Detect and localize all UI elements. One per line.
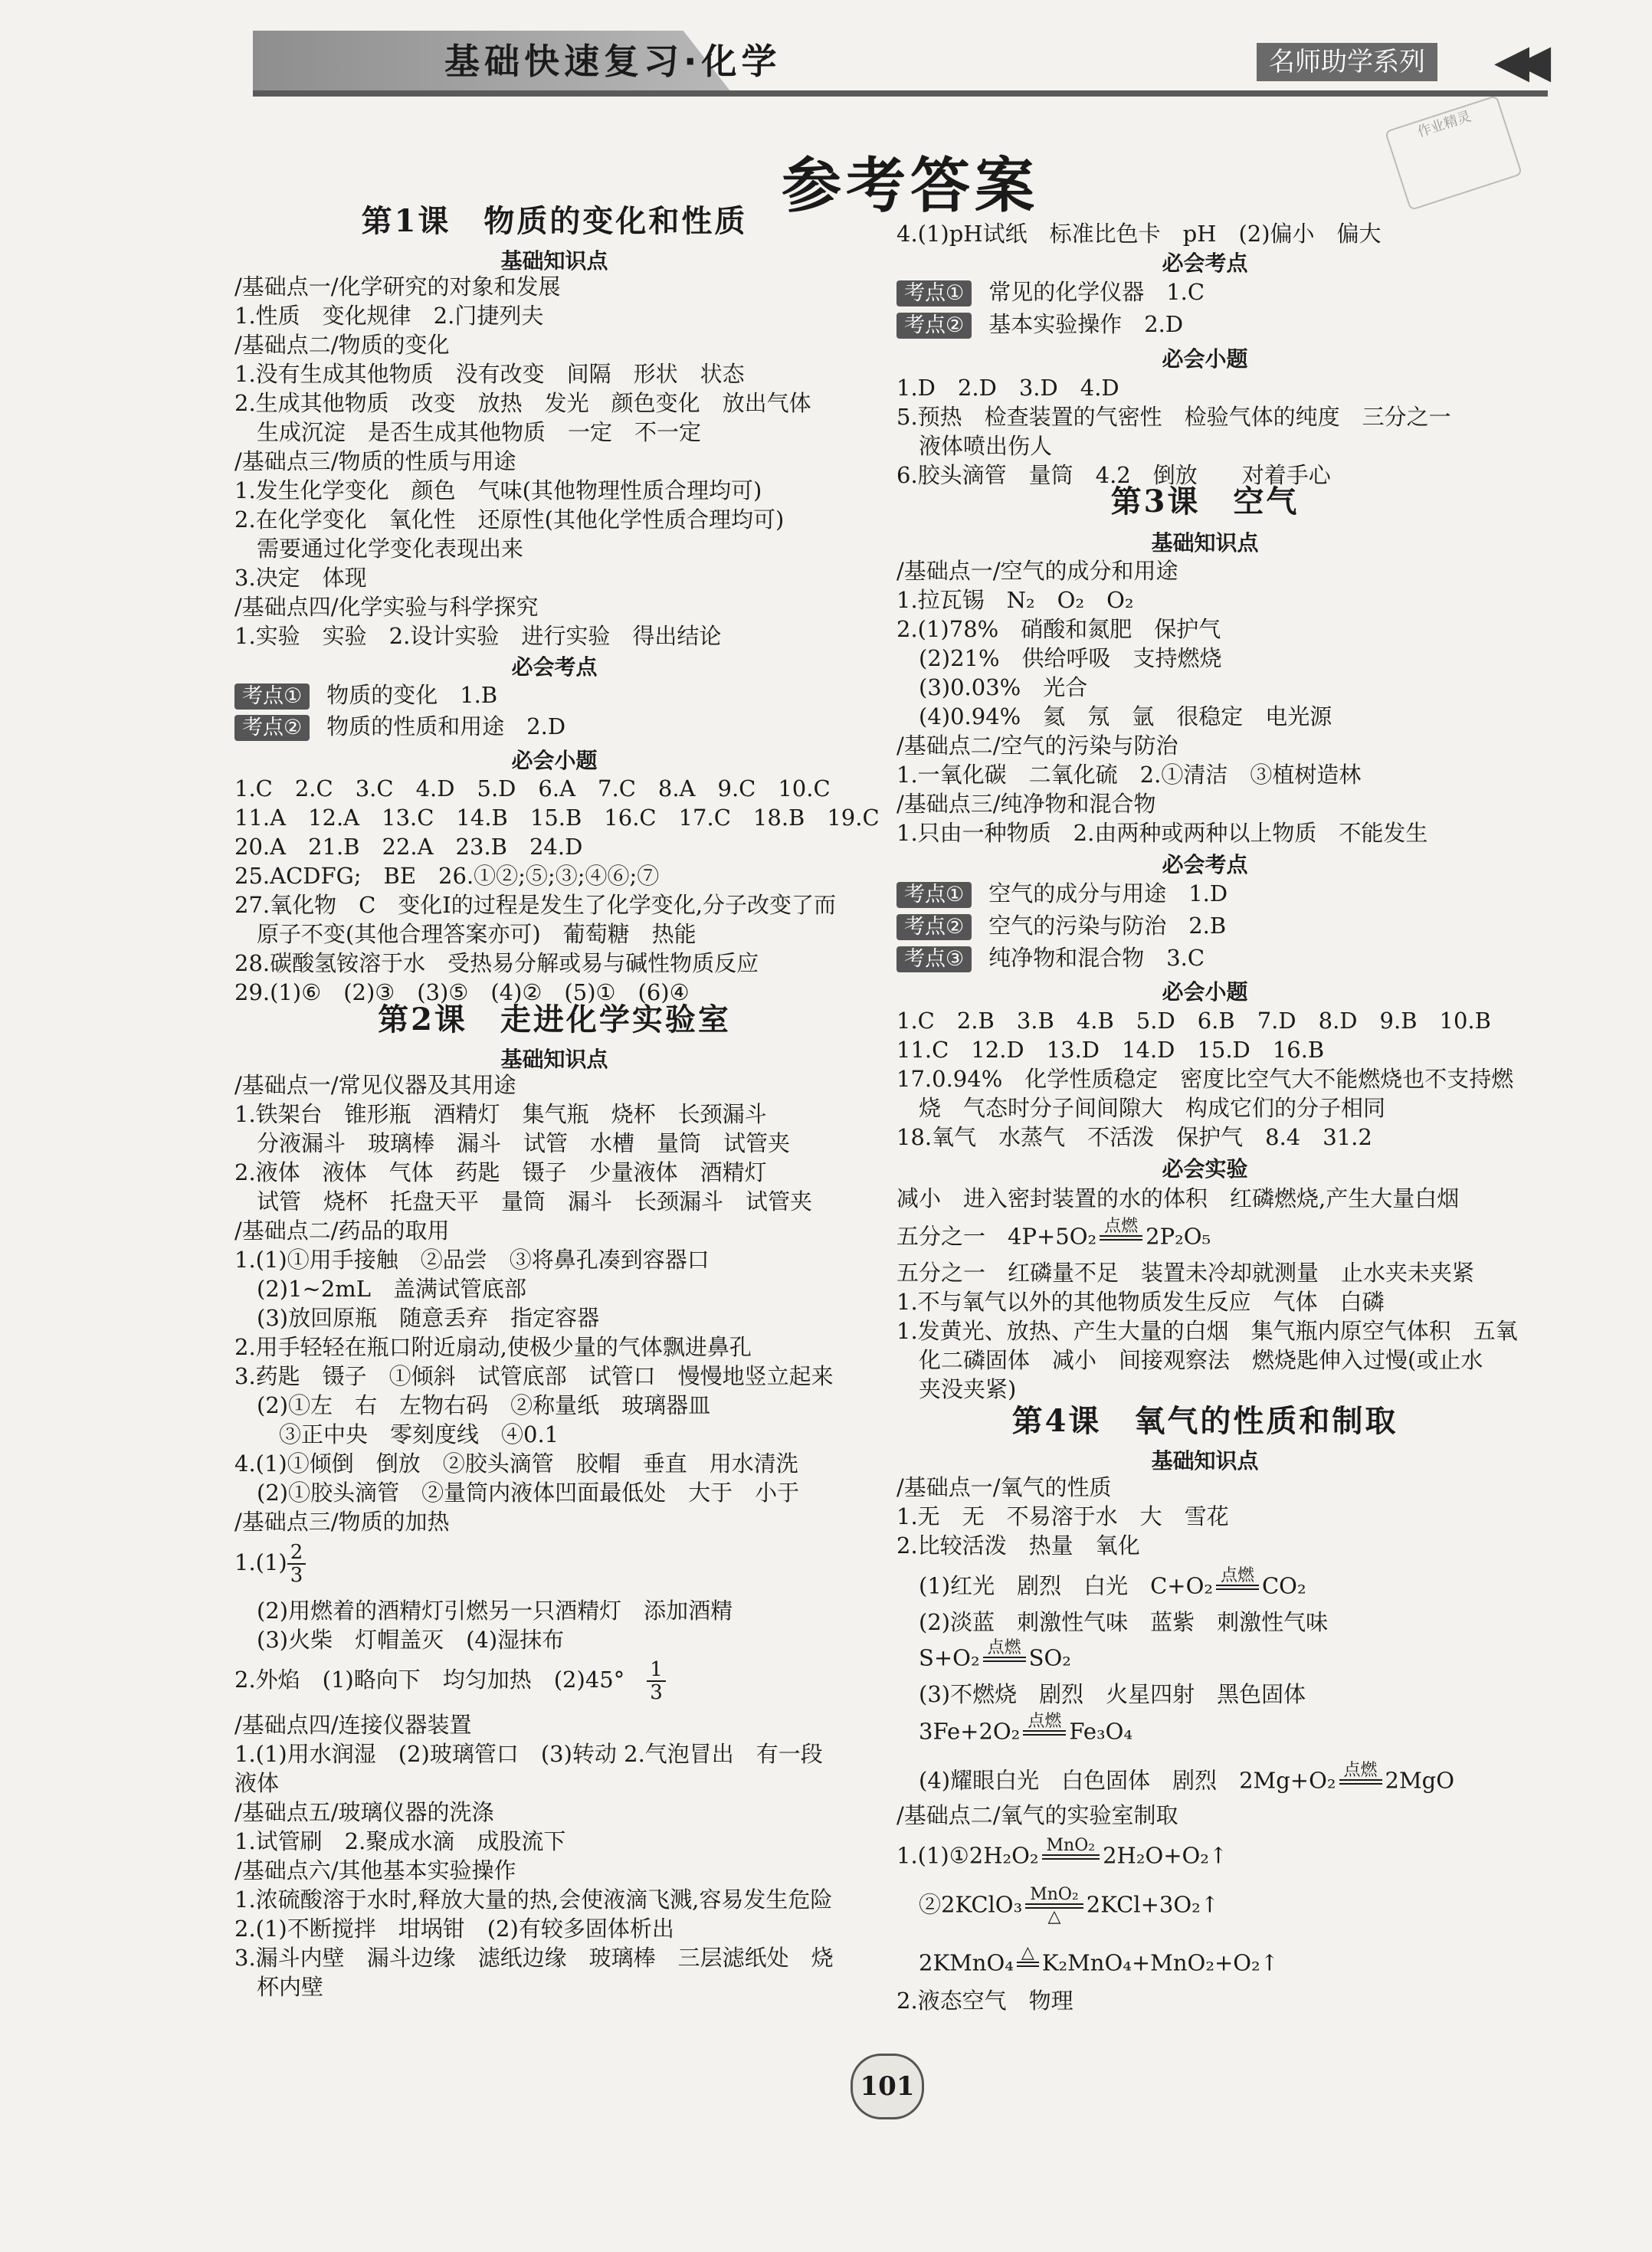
exam-point-line: 考点② 空气的污染与防治 2.B [896, 911, 1226, 941]
answer-line: (3)放回原瓶 随意丢弃 指定容器 [234, 1305, 600, 1331]
lesson-heading: 第3课 空气 [1110, 484, 1300, 520]
answer-line: 3.决定 体现 [234, 565, 367, 591]
answer-line: 烧 气态时分子间间隙大 构成它们的分子相同 [896, 1095, 1386, 1121]
answer-line: 4.(1)pH试纸 标准比色卡 pH (2)偏小 偏大 [896, 221, 1382, 247]
answer-line: 1.浓硫酸溶于水时,释放大量的热,会使液滴飞溅,容易发生危险 [234, 1887, 833, 1913]
reaction-arrow: 点燃 [1023, 1713, 1066, 1752]
lesson-heading: 第4课 氧气的性质和制取 [1011, 1403, 1398, 1439]
answer-line: 生成沉淀 是否生成其他物质 一定 不一定 [234, 419, 702, 445]
answer-line: 1.不与氧气以外的其他物质发生反应 气体 白磷 [896, 1289, 1385, 1315]
answer-line: 2.(1)78% 硝酸和氮肥 保护气 [896, 616, 1221, 642]
answer-line: ③正中央 零刻度线 ④0.1 [234, 1421, 559, 1447]
section-heading: 必会考点 [511, 654, 598, 680]
section-heading: 必会考点 [1162, 251, 1248, 276]
point-heading: /基础点三/纯净物和混合物 [896, 791, 1156, 817]
equation-line: ②2KClO₃ MnO₂ △ 2KCl+3O₂↑ [896, 1885, 1220, 1926]
answer-line: 1.铁架台 锥形瓶 酒精灯 集气瓶 烧杯 长颈漏斗 [234, 1101, 767, 1127]
section-heading: 必会小题 [511, 748, 598, 773]
reaction-arrow: MnO₂ [1042, 1837, 1100, 1877]
equation-line: (4)耀眼白光 白色固体 剧烈 2Mg+O₂ 点燃 2MgO [896, 1762, 1454, 1801]
answer-line: 2.用手轻轻在瓶口附近扇动,使极少量的气体飘进鼻孔 [234, 1334, 752, 1360]
answer-line: 1.发黄光、放热、产生大量的白烟 集气瓶内原空气体积 五氧 [896, 1318, 1518, 1344]
section-heading: 必会小题 [1162, 979, 1248, 1005]
answer-line: 2.生成其他物质 改变 放热 发光 颜色变化 放出气体 [234, 390, 811, 416]
exam-point-line: 考点③ 纯净物和混合物 3.C [896, 943, 1205, 973]
section-heading: 基础知识点 [500, 1047, 608, 1072]
answer-line: 化二磷固体 减小 间接观察法 燃烧匙伸入过慢(或止水 [896, 1347, 1483, 1373]
point-heading: /基础点一/化学研究的对象和发展 [234, 274, 561, 300]
answer-line: 2.液态空气 物理 [896, 1988, 1073, 2014]
equation-line: 3Fe+2O₂ 点燃 Fe₃O₄ [896, 1713, 1132, 1752]
answer-line: 28.碳酸氢铵溶于水 受热易分解或易与碱性物质反应 [234, 950, 759, 976]
exam-point-line: 考点① 常见的化学仪器 1.C [896, 277, 1205, 307]
answer-line: (4)0.94% 氦 氖 氩 很稳定 电光源 [896, 703, 1332, 729]
answer-line: 减小 进入密封装置的水的体积 红磷燃烧,产生大量白烟 [896, 1185, 1460, 1211]
answer-line: 17.0.94% 化学性质稳定 密度比空气大不能燃烧也不支持燃 [896, 1066, 1514, 1092]
equation-line: 1.(1)①2H₂O₂ MnO₂ 2H₂O+O₂↑ [896, 1837, 1228, 1877]
point-heading: /基础点五/玻璃仪器的洗涤 [234, 1799, 494, 1825]
point-heading: /基础点二/空气的污染与防治 [896, 733, 1178, 759]
answer-line: 需要通过化学变化表现出来 [234, 536, 524, 562]
answer-line: 29.(1)⑥ (2)③ (3)⑤ (4)② (5)① (6)④ [234, 979, 690, 1005]
exam-point-tag: 考点③ [896, 946, 972, 972]
reaction-arrow: MnO₂ △ [1025, 1887, 1083, 1926]
lesson-heading: 第1课 物质的变化和性质 [361, 203, 748, 239]
answer-line: (2)①胶头滴管 ②量筒内液体凹面最低处 大于 小于 [234, 1480, 800, 1506]
answer-line: 夹没夹紧) [896, 1376, 1017, 1402]
answer-line: 1.(1)①用手接触 ②品尝 ③将鼻孔凑到容器口 [234, 1247, 710, 1273]
page-title: 参考答案 [782, 151, 1040, 221]
answer-line: 2.在化学变化 氧化性 还原性(其他化学性质合理均可) [234, 506, 785, 533]
exam-point-line: 考点① 物质的变化 1.B [234, 680, 497, 710]
answer-line: 2.(1)不断搅拌 坩埚钳 (2)有较多固体析出 [234, 1916, 674, 1942]
answer-line: (3)不燃烧 剧烈 火星四射 黑色固体 [896, 1681, 1306, 1707]
point-heading: /基础点一/常见仪器及其用途 [234, 1072, 516, 1098]
section-heading: 必会小题 [1162, 346, 1248, 372]
answer-line: 3.漏斗内壁 漏斗边缘 滤纸边缘 玻璃棒 三层滤纸处 烧 [234, 1945, 834, 1971]
lesson-heading: 第2课 走进化学实验室 [378, 1001, 731, 1037]
point-heading: /基础点二/氧气的实验室制取 [896, 1802, 1178, 1828]
answer-line: (3)火柴 灯帽盖灭 (4)湿抹布 [234, 1627, 565, 1653]
answer-line: 2.外焰 (1)略向下 均匀加热 (2)45° $\frac{1}{3}$ [234, 1659, 666, 1703]
point-heading: /基础点四/连接仪器装置 [234, 1712, 472, 1738]
equation-line: 五分之一 4P+5O₂ 点燃 2P₂O₅ [896, 1218, 1211, 1257]
answer-line: (2)用燃着的酒精灯引燃另一只酒精灯 添加酒精 [234, 1598, 733, 1624]
answer-line: 试管 烧杯 托盘天平 量筒 漏斗 长颈漏斗 试管夹 [234, 1188, 813, 1215]
answer-line: 1.一氧化碳 二氧化硫 2.①清洁 ③植树造林 [896, 762, 1362, 788]
point-heading: /基础点三/物质的加热 [234, 1509, 450, 1535]
exam-point-tag: 考点② [896, 914, 972, 940]
answer-line: 1.实验 实验 2.设计实验 进行实验 得出结论 [234, 623, 722, 649]
answer-line: 1.C 2.C 3.C 4.D 5.D 6.A 7.C 8.A 9.C 10.C [234, 775, 831, 801]
point-heading: /基础点一/空气的成分和用途 [896, 558, 1178, 584]
equation-line: 2KMnO₄ △ K₂MnO₄+MnO₂+O₂↑ [896, 1945, 1279, 1984]
answer-line: 5.预热 检查装置的气密性 检验气体的纯度 三分之一 [896, 404, 1451, 430]
section-heading: 必会考点 [1162, 852, 1248, 877]
answer-line: 6.胶头滴管 量筒 4.2 倒放 对着手心 [896, 462, 1331, 488]
answer-line: (2)淡蓝 刺激性气味 蓝紫 刺激性气味 [896, 1609, 1329, 1635]
answer-line: 2.比较活泼 热量 氧化 [896, 1532, 1140, 1559]
exam-point-tag: 考点① [896, 882, 972, 908]
answer-line: 4.(1)①倾倒 倒放 ②胶头滴管 胶帽 垂直 用水清洗 [234, 1451, 798, 1477]
answer-line: 20.A 21.B 22.A 23.B 24.D [234, 834, 583, 860]
section-heading: 基础知识点 [1151, 530, 1259, 556]
point-heading: /基础点六/其他基本实验操作 [234, 1857, 516, 1883]
reaction-arrow: 点燃 [983, 1640, 1026, 1679]
answer-line: 18.氧气 水蒸气 不活泼 保护气 8.4 31.2 [896, 1124, 1372, 1150]
point-heading: /基础点二/物质的变化 [234, 332, 450, 358]
answer-line: 分液漏斗 玻璃棒 漏斗 试管 水槽 量筒 试管夹 [234, 1130, 791, 1156]
exam-point-tag: 考点① [234, 683, 310, 710]
answer-line: 2.液体 液体 气体 药匙 镊子 少量液体 酒精灯 [234, 1159, 767, 1185]
answer-line: 1.C 2.B 3.B 4.B 5.D 6.B 7.D 8.D 9.B 10.B [896, 1008, 1491, 1034]
answer-line: 液体喷出伤人 [896, 433, 1053, 459]
answer-line: 1.性质 变化规律 2.门捷列夫 [234, 303, 544, 329]
series-label: 名师助学系列 [1257, 43, 1437, 81]
answer-line: 1.没有生成其他物质 没有改变 间隔 形状 状态 [234, 361, 745, 387]
fraction: $\frac{2}{3}$ [287, 1542, 306, 1586]
exam-point-tag: 考点② [234, 715, 310, 741]
answer-line: 原子不变(其他合理答案亦可) 葡萄糖 热能 [234, 921, 697, 947]
answer-line: 27.氧化物 C 变化Ⅰ的过程是发生了化学变化,分子改变了而 [234, 892, 836, 918]
answer-line: 五分之一 红磷量不足 装置未冷却就测量 止水夹未夹紧 [896, 1260, 1475, 1286]
exam-point-tag: 考点① [896, 280, 972, 306]
answer-line: 1.只由一种物质 2.由两种或两种以上物质 不能发生 [896, 820, 1428, 846]
answer-line: 11.C 12.D 13.D 14.D 15.D 16.B [896, 1037, 1325, 1063]
exam-point-line: 考点② 物质的性质和用途 2.D [234, 712, 565, 742]
equation-line: (1)红光 剧烈 白光 C+O₂ 点燃 CO₂ [896, 1568, 1306, 1607]
equation-line: S+O₂ 点燃 SO₂ [896, 1640, 1071, 1679]
fraction: $\frac{1}{3}$ [647, 1659, 666, 1703]
answer-line: (2)1~2mL 盖满试管底部 [234, 1276, 527, 1302]
answer-line: 1.(1) $\frac{2}{3}$ [234, 1542, 306, 1586]
book-title: 基础快速复习·化学 [444, 41, 782, 82]
point-heading: /基础点三/物质的性质与用途 [234, 448, 516, 474]
double-arrow-icon: ◀◀ [1494, 34, 1538, 88]
section-heading: 基础知识点 [500, 248, 608, 274]
exam-point-line: 考点② 基本实验操作 2.D [896, 310, 1183, 339]
answer-line: 液体 [234, 1770, 280, 1796]
answer-line: 11.A 12.A 13.C 14.B 15.B 16.C 17.C 18.B 19.C [234, 805, 880, 831]
page-number: 101 [851, 2054, 924, 2119]
answer-line: 1.(1)用水润湿 (2)玻璃管口 (3)转动 2.气泡冒出 有一段 [234, 1741, 823, 1767]
answer-line: 1.拉瓦锡 N₂ O₂ O₂ [896, 587, 1134, 613]
section-heading: 基础知识点 [1151, 1448, 1259, 1473]
section-heading: 必会实验 [1162, 1156, 1248, 1182]
point-heading: /基础点一/氧气的性质 [896, 1474, 1112, 1500]
reaction-arrow: △ [1017, 1945, 1039, 1984]
watermark-stamp: 作业精灵 [1385, 95, 1523, 211]
point-heading: /基础点四/化学实验与科学探究 [234, 594, 539, 620]
reaction-arrow: 点燃 [1339, 1762, 1382, 1801]
exam-point-line: 考点① 空气的成分与用途 1.D [896, 879, 1228, 909]
reaction-arrow: 点燃 [1216, 1568, 1259, 1607]
answer-line: 杯内壁 [234, 1974, 324, 2000]
answer-line: 1.无 无 不易溶于水 大 雪花 [896, 1503, 1229, 1529]
answer-line: 1.D 2.D 3.D 4.D [896, 375, 1119, 401]
reaction-arrow: 点燃 [1100, 1218, 1142, 1257]
point-heading: /基础点二/药品的取用 [234, 1218, 450, 1244]
answer-line: 25.ACDFG; BE 26.①②;⑤;③;④⑥;⑦ [234, 863, 660, 889]
header-rule [253, 90, 1548, 97]
answer-line: 3.药匙 镊子 ①倾斜 试管底部 试管口 慢慢地竖立起来 [234, 1363, 834, 1389]
answer-line: (2)①左 右 左物右码 ②称量纸 玻璃器皿 [234, 1392, 711, 1418]
exam-point-tag: 考点② [896, 313, 972, 339]
answer-line: 1.试管刷 2.聚成水滴 成股流下 [234, 1828, 566, 1854]
answer-line: (3)0.03% 光合 [896, 674, 1088, 700]
answer-line: 1.发生化学变化 颜色 气味(其他物理性质合理均可) [234, 477, 762, 503]
answer-line: (2)21% 供给呼吸 支持燃烧 [896, 645, 1222, 671]
